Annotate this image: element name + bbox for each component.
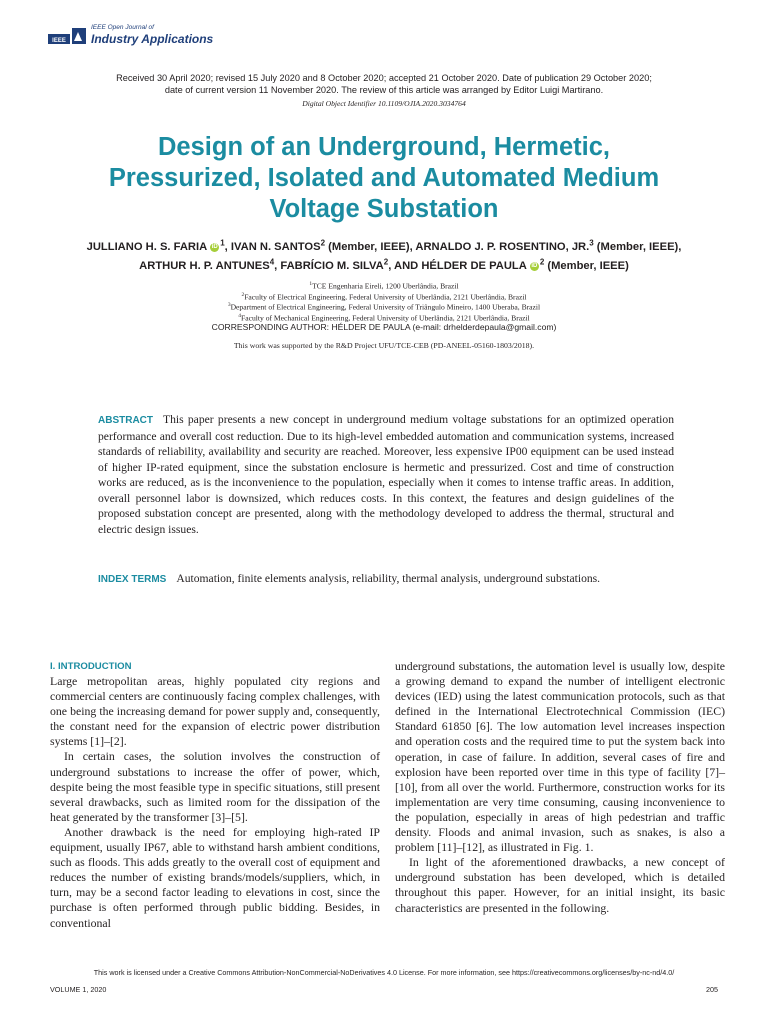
column-left <box>50 659 380 931</box>
affiliation-marker: 3 <box>589 238 594 248</box>
affiliation-marker: 2 <box>539 257 545 267</box>
paragraph: Another drawback is the need for employing high-rated IP equipment, usually IP67, able to withstand harsh ambient conditions, such as floods. This adds greatly to the overall cost of equipment and reduces the number of existing brands/models/suppliers, which, in turn, may be a second factor leading to elevations in cost, since the purchase is often performed through public bidding. Besides, in conventional <box>50 824 380 930</box>
doi: Digital Object Identifier 10.1109/OJIA.2020.3034764 <box>302 99 466 108</box>
paragraph: underground substations, the automation level is usually low, despite a growing demand to expand the number of intelligent electronic devices (IED) using the latest communication protocols, such as that defined in the International Electrotechnical Commission (IEC) Standard 61850 [6]. The low automation level increases inspection and operation costs and the required time to put the system back into operation, in case of failure. In addition, several cases of fire and explosion have been reported over time in this type of facility [7]–[10], from all over the world. Furthermore, construction works for its implementation are very time consuming, causing inconvenience to the population, especially in areas of high pedestrian and traffic density. Floods and animal invasion, such as snakes, is also a problem [11]–[12], as illustrated in Fig. 1. <box>395 659 725 855</box>
author-line-1 <box>40 238 728 257</box>
section-heading: I. INTRODUCTION <box>50 661 132 672</box>
affiliation-line <box>140 312 628 323</box>
license-notice: This work is licensed under a Creative Commons Attribution-NonCommercial-NoDerivatives 4.0 License. For more information, see https://creativecommons.org/licenses/by-nc-nd/4.0/ <box>93 968 675 977</box>
affiliation-marker: 2 <box>241 291 245 298</box>
affiliation-marker: 2 <box>383 257 389 267</box>
author-note: (Member, IEEE) <box>544 260 629 272</box>
affiliation-line <box>140 280 628 291</box>
affiliation-text: TCE Engenharia Eireli, 1200 Uberlândia, Brazil <box>312 281 459 291</box>
index-terms-label: INDEX TERMS <box>98 574 167 585</box>
affiliation-marker: 2 <box>320 238 326 248</box>
received-dates <box>60 72 708 96</box>
volume-label: VOLUME 1, 2020 <box>50 985 107 994</box>
affiliation-line <box>140 291 628 302</box>
author-list <box>40 238 728 276</box>
journal-title: Industry Applications <box>91 32 214 46</box>
abstract-text: This paper presents a new concept in underground medium voltage substations for an optimized operation performance and overall cost reduction. Due to its high-level embedded automation and communication systems, increased standards of reliability, availability and security are reached. Moreover, less expensive IP00 equipment can be used instead of higher IP-rated equipment, since the substation enclosure is hermetic and pressurized. Cost and time of construction works are reduced, as is the inconvenience to the population, especially when it comes to intense traffic areas. In addition, overall personnel labor is downsized, which reduces costs. In this context, the features and design guidelines of the proposed substation concept are presented, along with the methodology developed to address the thermal, structural and electric design issues. <box>98 413 674 536</box>
affiliation-marker: 3 <box>227 302 231 309</box>
author-line-2 <box>40 257 728 276</box>
affiliation-marker: 1 <box>309 281 313 287</box>
received-line-2: date of current version 11 November 2020. The review of this article was arranged by Editor Luigi Martirano. <box>164 85 604 95</box>
corresponding-author: CORRESPONDING AUTHOR: HÉLDER DE PAULA (e-mail: drhelderdepaula@gmail.com) <box>211 322 557 332</box>
affiliation-text: Faculty of Electrical Engineering, Federal University of Uberlândia, 2121 Uberlândia, Brazil <box>244 292 527 302</box>
logo-text: IEEE <box>52 38 66 44</box>
index-terms <box>98 571 698 587</box>
journal-subtitle: IEEE Open Journal of <box>91 24 154 31</box>
paragraph: In certain cases, the solution involves the construction of underground substations to increase the offer of power, which, despite being the most feasible type in specific situations, still present several drawbacks, such as limited room for the dissipation of the heat generated by the transformer [3]–[5]. <box>50 749 380 824</box>
affiliation-marker: 4 <box>269 257 275 267</box>
affiliation-line <box>140 301 628 312</box>
author-name: , AND HÉLDER DE PAULA <box>388 260 527 272</box>
page-number: 205 <box>706 985 718 994</box>
orcid-icon[interactable]: iD <box>211 244 218 250</box>
author-name: , IVAN N. SANTOS <box>224 241 321 253</box>
title-line-1: Design of an Underground, Hermetic, <box>158 133 610 161</box>
paper-title <box>40 132 728 225</box>
author-name: , FABRÍCIO M. SILVA <box>274 260 384 272</box>
paragraph: In light of the aforementioned drawbacks, a new concept of underground substation has been developed, which is detailed throughout this paper. However, for an initial insight, its basic characteristics are presented in the following. <box>395 855 725 915</box>
affiliation-text: Faculty of Mechanical Engineering, Federal University of Uberlândia, 2121 Uberlândia, Brazil <box>241 313 530 323</box>
abstract <box>98 412 674 537</box>
index-terms-text: Automation, finite elements analysis, reliability, thermal analysis, underground substations. <box>176 572 601 585</box>
affiliation-text: Department of Electrical Engineering, Federal University of Triângulo Mineiro, 1400 Uberaba, Brazil <box>230 302 541 312</box>
affiliation-marker: 4 <box>238 312 242 319</box>
author-note: (Member, IEEE), ARNALDO J. P. ROSENTINO, JR. <box>325 241 590 253</box>
journal-header <box>48 22 308 50</box>
funding-note: This work was supported by the R&D Project UFU/TCE-CEB (PD-ANEEL-05160-1803/2018). <box>233 341 535 350</box>
abstract-label: ABSTRACT <box>98 415 153 426</box>
title-line-3: Voltage Substation <box>269 195 499 223</box>
ieee-logo-icon <box>48 26 88 46</box>
orcid-icon[interactable]: iD <box>531 263 538 269</box>
paragraph: Large metropolitan areas, highly populated city regions and commercial centers are continuously facing complex challenges, with one being the increasing demand for power supply and, consequently, the constant need for the expansion of electric power distribution systems [1]–[2]. <box>50 674 380 749</box>
author-name: JULLIANO H. S. FARIA <box>86 241 208 253</box>
affiliations <box>140 280 628 322</box>
received-line-1: Received 30 April 2020; revised 15 July 2020 and 8 October 2020; accepted 21 October 2020. Date of publication 29 October 2020; <box>116 73 652 83</box>
title-line-2: Pressurized, Isolated and Automated Medium <box>108 164 660 192</box>
author-name: ARTHUR H. P. ANTUNES <box>139 260 270 272</box>
column-right <box>395 659 725 916</box>
affiliation-marker: 1 <box>220 238 225 248</box>
author-note: (Member, IEEE), <box>593 241 682 253</box>
